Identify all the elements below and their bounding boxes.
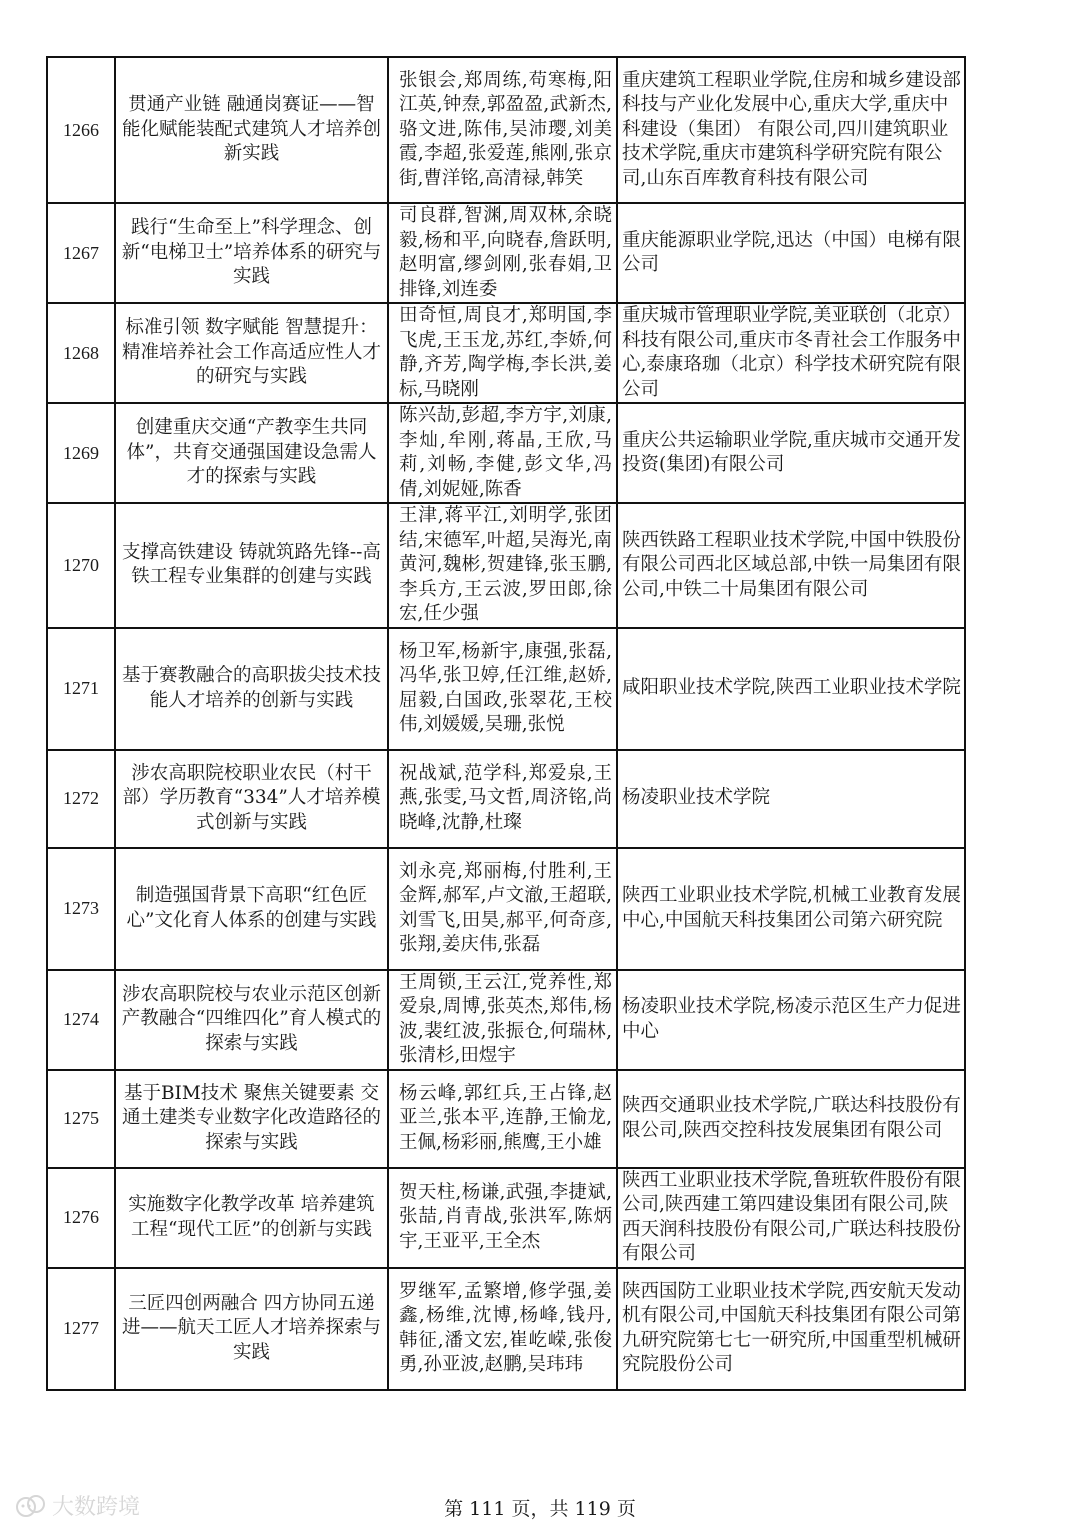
project-title: 支撑高铁建设 铸就筑路先锋--高铁工程专业集群的创建与实践 [115,503,388,628]
project-title: 践行“生命至上”科学理念、创新“电梯卫士”培养体系的研究与实践 [115,203,388,303]
project-title: 标准引领 数字赋能 智慧提升：精准培养社会工作高适应性人才的研究与实践 [115,303,388,403]
organizations: 重庆能源职业学院,迅达（中国）电梯有限公司 [617,203,965,303]
project-title: 实施数字化教学改革 培养建筑工程“现代工匠”的创新与实践 [115,1168,388,1268]
table-body [47,57,965,1390]
table-row [47,203,965,303]
project-title: 创建重庆交通“产教孪生共同体”，共育交通强国建设急需人才的探索与实践 [115,403,388,503]
organizations: 陕西工业职业技术学院,机械工业教育发展中心,中国航天科技集团公司第六研究院 [617,848,965,970]
organizations: 杨凌职业技术学院,杨凌示范区生产力促进中心 [617,970,965,1070]
team-members: 田奇恒,周良才,郑明国,李飞虎,王玉龙,苏红,李娇,何静,齐芳,陶学梅,李长洪,姜标,马晓刚 [388,303,617,403]
organizations: 重庆建筑工程职业学院,住房和城乡建设部科技与产业化发展中心,重庆大学,重庆中科建设（集团） 有限公司,四川建筑职业技术学院,重庆市建筑科学研究院有限公司,山东百库教育科技有限公司 [617,57,965,203]
row-number: 1273 [47,848,115,970]
project-title: 贯通产业链 融通岗赛证——智能化赋能装配式建筑人才培养创新实践 [115,57,388,203]
table-row [47,1070,965,1168]
project-title: 制造强国背景下高职“红色匠心”文化育人体系的创建与实践 [115,848,388,970]
team-members: 杨云峰,郭红兵,王占锋,赵亚兰,张本平,连静,王愉龙,王佩,杨彩丽,熊鹰,王小雄 [388,1070,617,1168]
team-members: 王津,蒋平江,刘明学,张团结,宋德军,叶超,吴海光,南黄河,魏彬,贺建锋,张玉鹏,李兵方,王云波,罗田郎,徐宏,任少强 [388,503,617,628]
table-row [47,503,965,628]
team-members: 刘永亮,郑丽梅,付胜利,王金辉,郝军,卢文澈,王超联,刘雪飞,田昊,郝平,何奇彦,张翔,姜庆伟,张磊 [388,848,617,970]
row-number: 1276 [47,1168,115,1268]
row-number: 1275 [47,1070,115,1168]
awards-table [46,56,966,1391]
organizations: 重庆公共运输职业学院,重庆城市交通开发投资(集团)有限公司 [617,403,965,503]
watermark-text: 大数跨境 [52,1495,141,1520]
organizations: 陕西工业职业技术学院,鲁班软件股份有限公司,陕西建工第四建设集团有限公司,陕西天润科技股份有限公司,广联达科技股份有限公司 [617,1168,965,1268]
row-number: 1268 [47,303,115,403]
project-title: 基于BIM技术 聚焦关键要素 交通土建类专业数字化改造路径的探索与实践 [115,1070,388,1168]
row-number: 1269 [47,403,115,503]
organizations: 重庆城市管理职业学院,美亚联创（北京）科技有限公司,重庆市冬青社会工作服务中心,泰康珞珈（北京）科学技术研究院有限公司 [617,303,965,403]
watermark [14,1490,140,1521]
table-row [47,57,965,203]
team-members: 司良群,智渊,周双林,余晓毅,杨和平,向晓春,詹跃明,赵明富,缪剑刚,张春娟,卫排锋,刘连委 [388,203,617,303]
project-title: 基于赛教融合的高职拔尖技术技能人才培养的创新与实践 [115,628,388,750]
project-title: 三匠四创两融合 四方协同五递进——航天工匠人才培养探索与实践 [115,1268,388,1390]
team-members: 贺天柱,杨谦,武强,李捷斌,张喆,肖青战,张洪军,陈炳宇,王亚平,王全杰 [388,1168,617,1268]
row-number: 1270 [47,503,115,628]
row-number: 1266 [47,57,115,203]
table-row [47,970,965,1070]
row-number: 1272 [47,750,115,848]
row-number: 1267 [47,203,115,303]
watermark-logo-icon [14,1492,48,1520]
team-members: 王周锁,王云江,党养性,郑爱泉,周博,张英杰,郑伟,杨波,裴红波,张振仓,何瑞林,张清杉,田煜宇 [388,970,617,1070]
organizations: 杨凌职业技术学院 [617,750,965,848]
table-row [47,628,965,750]
organizations: 陕西国防工业职业技术学院,西安航天发动机有限公司,中国航天科技集团有限公司第九研究院第七七一研究所,中国重型机械研究院股份公司 [617,1268,965,1390]
team-members: 陈兴劼,彭超,李方宇,刘康,李灿,牟刚,蒋晶,王欣,马莉,刘畅,李健,彭文华,冯倩,刘妮娅,陈香 [388,403,617,503]
team-members: 杨卫军,杨新宇,康强,张磊,冯华,张卫婷,任江维,赵娇,屈毅,白国政,张翠花,王校伟,刘媛媛,吴珊,张悦 [388,628,617,750]
page-footer: 第 111 页，共 119 页 [444,1498,636,1520]
table-row [47,750,965,848]
table-row [47,848,965,970]
organizations: 陕西交通职业技术学院,广联达科技股份有限公司,陕西交控科技发展集团有限公司 [617,1070,965,1168]
row-number: 1271 [47,628,115,750]
team-members: 祝战斌,范学科,郑爱泉,王燕,张雯,马文哲,周济铭,尚晓峰,沈静,杜璨 [388,750,617,848]
project-title: 涉农高职院校职业农民（村干部）学历教育“334”人才培养模式创新与实践 [115,750,388,848]
table-row [47,1168,965,1268]
organizations: 陕西铁路工程职业技术学院,中国中铁股份有限公司西北区域总部,中铁一局集团有限公司,中铁二十局集团有限公司 [617,503,965,628]
organizations: 咸阳职业技术学院,陕西工业职业技术学院 [617,628,965,750]
row-number: 1274 [47,970,115,1070]
team-members: 罗继军,孟繁增,修学强,姜鑫,杨维,沈博,杨峰,钱丹,韩征,潘文宏,崔屹嵘,张俊勇,孙亚波,赵鹏,吴玮玮 [388,1268,617,1390]
project-title: 涉农高职院校与农业示范区创新产教融合“四维四化”育人模式的探索与实践 [115,970,388,1070]
table-row [47,303,965,403]
team-members: 张银会,郑周练,苟寒梅,阳江英,钟焘,郭盈盈,武新杰,骆文进,陈伟,吴沛璎,刘美霞,李超,张爱莲,熊刚,张京街,曹洋铭,高清禄,韩笑 [388,57,617,203]
row-number: 1277 [47,1268,115,1390]
table-row [47,1268,965,1390]
table-row [47,403,965,503]
